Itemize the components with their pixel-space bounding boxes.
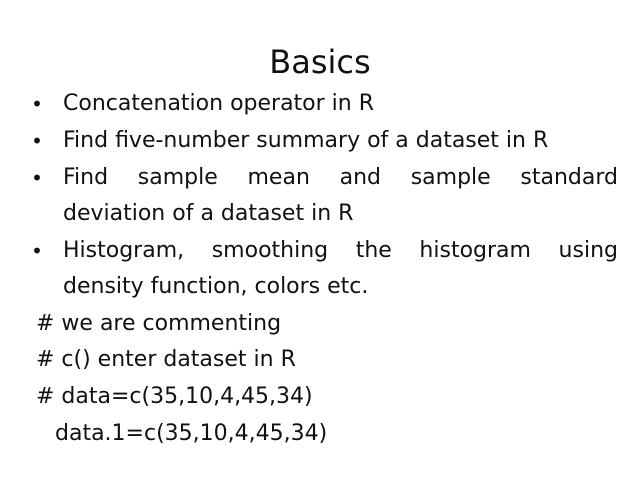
code-comment-line: # c() enter dataset in R — [36, 347, 296, 372]
bullet-text: Find five-number summary of a dataset in R — [63, 128, 549, 153]
bullet-item — [30, 86, 618, 122]
bullet-dot-icon: • — [31, 129, 43, 153]
bullet-text-line-2: density function, colors etc. — [63, 274, 369, 299]
bullet-list — [30, 86, 618, 306]
bullet-text-line-2: deviation of a dataset in R — [63, 201, 354, 226]
code-comment-line: # we are commenting — [36, 311, 282, 336]
bullet-text: Concatenation operator in R — [63, 91, 375, 116]
slide-title: Basics — [269, 43, 371, 81]
bullet-text-line-1: Find sample mean and sample standard — [63, 165, 618, 190]
code-line: data.1=c(35,10,4,45,34) — [55, 421, 328, 446]
bullet-item — [30, 123, 618, 159]
bullet-dot-icon: • — [31, 239, 43, 263]
code-comment-line: # data=c(35,10,4,45,34) — [36, 384, 313, 409]
bullet-item — [30, 233, 618, 305]
bullet-dot-icon: • — [31, 166, 43, 190]
bullet-text-line-1: Histogram, smoothing the histogram using — [63, 238, 618, 263]
bullet-dot-icon: • — [31, 92, 43, 116]
bullet-item — [30, 160, 618, 232]
